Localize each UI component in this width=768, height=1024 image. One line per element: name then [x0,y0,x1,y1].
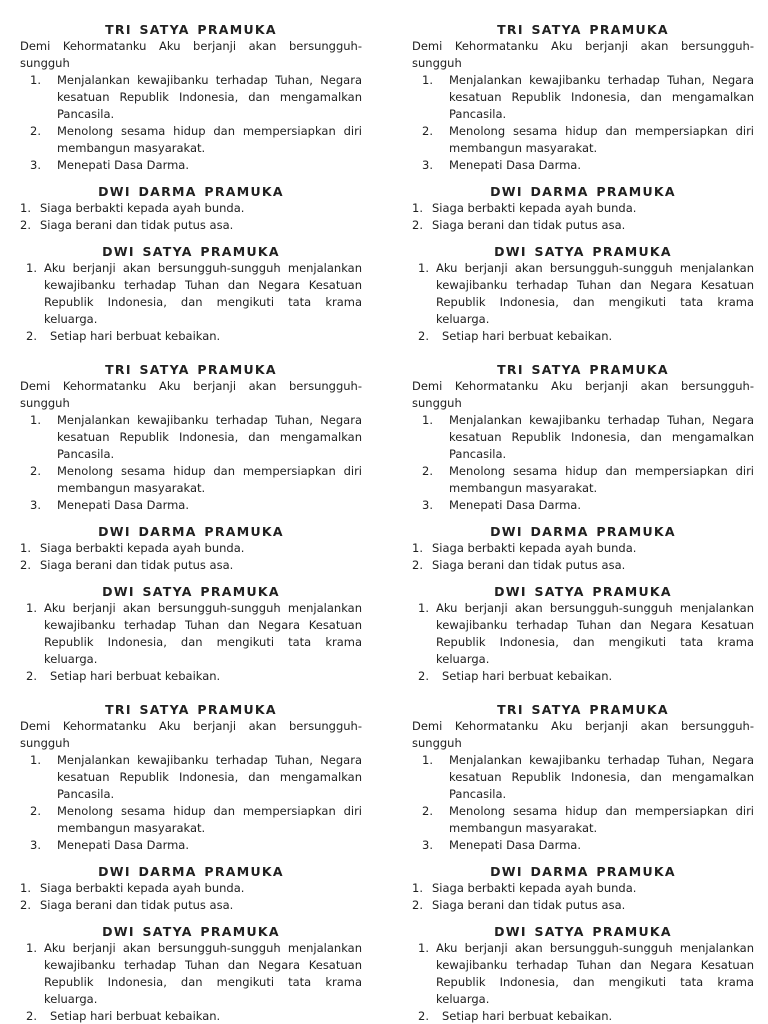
list-item [412,540,754,557]
dwi-darma-list [412,200,754,234]
list-item-number: 1. [26,941,37,955]
list-item-text: Menepati Dasa Darma. [57,158,189,172]
dwi-darma-list [412,880,754,914]
list-item-text: Setiap hari berbuat kebaikan. [442,329,613,343]
list-item-number: 3. [422,838,433,852]
list-item-number: 3. [30,158,41,172]
list-item [20,72,362,123]
list-item-text: Siaga berbakti kepada ayah bunda. [40,201,245,215]
list-item [20,497,362,514]
dwi-satya-title: DWI SATYA PRAMUKA [494,244,672,259]
list-item-text: Menolong sesama hidup dan mempersiapkan diri membangun masyarakat. [57,464,362,495]
list-item-number: 2. [30,464,41,478]
dwi-satya-title: DWI SATYA PRAMUKA [494,584,672,599]
list-item-number: 1. [30,73,41,87]
tri-satya-title: TRI SATYA PRAMUKA [497,22,669,37]
list-item-number: 1. [412,201,423,215]
list-item [20,668,362,685]
dwi-satya-title: DWI SATYA PRAMUKA [494,924,672,939]
tri-satya-title: TRI SATYA PRAMUKA [105,362,277,377]
list-item-text: Aku berjanji akan bersungguh-sungguh menjalankan kewajibanku terhadap Tuhan dan Negara Kesatuan Republik Indonesia, dan mengikuti tata krama keluarga. [44,601,362,666]
list-item-number: 1. [26,601,37,615]
tri-satya-title: TRI SATYA PRAMUKA [105,702,277,717]
list-item-text: Menolong sesama hidup dan mempersiapkan diri membangun masyarakat. [449,804,754,835]
list-item [412,200,754,217]
dwi-darma-title: DWI DARMA PRAMUKA [98,864,284,879]
dwi-darma-title: DWI DARMA PRAMUKA [98,184,284,199]
list-item [20,540,362,557]
list-item [20,217,362,234]
list-item [20,897,362,914]
list-item-text: Menjalankan kewajibanku terhadap Tuhan, Negara kesatuan Republik Indonesia, dan mengamalkan Pancasila. [57,413,362,461]
list-item-number: 2. [20,898,31,912]
list-item-number: 3. [422,498,433,512]
list-item-text: Menepati Dasa Darma. [449,158,581,172]
list-item-text: Menepati Dasa Darma. [449,498,581,512]
list-item-text: Siaga berani dan tidak putus asa. [432,218,626,232]
dwi-satya-list [412,940,754,1024]
pramuka-oath-block [20,701,362,1024]
list-item-number: 1. [20,881,31,895]
tri-satya-list [20,72,362,174]
list-item-text: Setiap hari berbuat kebaikan. [50,669,221,683]
list-item-number: 1. [412,881,423,895]
list-item-text: Siaga berani dan tidak putus asa. [40,898,234,912]
list-item-number: 3. [30,838,41,852]
list-item [412,260,754,328]
pramuka-oath-block [412,361,754,685]
tri-satya-intro: Demi Kehormatanku Aku berjanji akan bersungguh-sungguh [412,39,754,70]
list-item [20,837,362,854]
list-item-text: Menolong sesama hidup dan mempersiapkan diri membangun masyarakat. [449,124,754,155]
left-column [20,21,362,1024]
list-item-number: 2. [418,669,429,683]
list-item-text: Siaga berani dan tidak putus asa. [40,218,234,232]
list-item-text: Menolong sesama hidup dan mempersiapkan diri membangun masyarakat. [57,124,362,155]
list-item-text: Siaga berbakti kepada ayah bunda. [432,201,637,215]
list-item-text: Siaga berbakti kepada ayah bunda. [40,881,245,895]
list-item-text: Menepati Dasa Darma. [449,838,581,852]
tri-satya-list [20,752,362,854]
dwi-darma-list [20,200,362,234]
list-item-number: 2. [422,464,433,478]
list-item [20,803,362,837]
list-item [412,463,754,497]
list-item [412,668,754,685]
list-item-text: Siaga berani dan tidak putus asa. [432,558,626,572]
list-item-number: 1. [422,73,433,87]
dwi-satya-list [412,600,754,685]
list-item [20,200,362,217]
list-item [20,752,362,803]
dwi-satya-title: DWI SATYA PRAMUKA [102,244,280,259]
list-item [412,123,754,157]
tri-satya-title: TRI SATYA PRAMUKA [497,362,669,377]
tri-satya-list [412,752,754,854]
list-item-number: 2. [412,898,423,912]
dwi-darma-title: DWI DARMA PRAMUKA [490,864,676,879]
two-column-layout [20,21,754,1024]
list-item [412,157,754,174]
dwi-satya-list [20,260,362,345]
list-item-number: 2. [412,218,423,232]
list-item-number: 2. [26,669,37,683]
list-item [20,1008,362,1024]
list-item-number: 1. [412,541,423,555]
tri-satya-intro: Demi Kehormatanku Aku berjanji akan bersungguh-sungguh [20,39,362,70]
list-item-number: 2. [412,558,423,572]
list-item [412,412,754,463]
dwi-darma-list [20,880,362,914]
tri-satya-list [20,412,362,514]
list-item [20,328,362,345]
dwi-darma-list [412,540,754,574]
list-item-number: 1. [422,413,433,427]
list-item-text: Aku berjanji akan bersungguh-sungguh menjalankan kewajibanku terhadap Tuhan dan Negara Kesatuan Republik Indonesia, dan mengikuti tata krama keluarga. [436,261,754,326]
list-item [412,72,754,123]
list-item [412,217,754,234]
list-item-text: Aku berjanji akan bersungguh-sungguh menjalankan kewajibanku terhadap Tuhan dan Negara Kesatuan Republik Indonesia, dan mengikuti tata krama keluarga. [436,601,754,666]
list-item-text: Menepati Dasa Darma. [57,498,189,512]
list-item-text: Menjalankan kewajibanku terhadap Tuhan, Negara kesatuan Republik Indonesia, dan mengamalkan Pancasila. [449,413,754,461]
list-item-number: 2. [418,329,429,343]
list-item [412,600,754,668]
list-item-number: 2. [20,218,31,232]
list-item [20,557,362,574]
tri-satya-title: TRI SATYA PRAMUKA [497,702,669,717]
list-item [412,803,754,837]
list-item-number: 2. [418,1009,429,1023]
list-item-text: Menjalankan kewajibanku terhadap Tuhan, Negara kesatuan Republik Indonesia, dan mengamalkan Pancasila. [57,73,362,121]
dwi-satya-title: DWI SATYA PRAMUKA [102,924,280,939]
list-item [20,123,362,157]
list-item [20,463,362,497]
list-item [412,557,754,574]
list-item-text: Menolong sesama hidup dan mempersiapkan diri membangun masyarakat. [449,464,754,495]
tri-satya-intro: Demi Kehormatanku Aku berjanji akan bersungguh-sungguh [20,379,362,410]
list-item [20,412,362,463]
dwi-satya-title: DWI SATYA PRAMUKA [102,584,280,599]
list-item [412,752,754,803]
list-item-number: 2. [20,558,31,572]
list-item-number: 1. [30,413,41,427]
list-item-text: Aku berjanji akan bersungguh-sungguh menjalankan kewajibanku terhadap Tuhan dan Negara Kesatuan Republik Indonesia, dan mengikuti tata krama keluarga. [44,941,362,1006]
list-item-number: 1. [418,941,429,955]
list-item-text: Setiap hari berbuat kebaikan. [50,1009,221,1023]
list-item-number: 1. [20,201,31,215]
list-item-number: 2. [26,1009,37,1023]
tri-satya-intro: Demi Kehormatanku Aku berjanji akan bersungguh-sungguh [412,379,754,410]
list-item-text: Siaga berani dan tidak putus asa. [432,898,626,912]
list-item [412,940,754,1008]
list-item-text: Setiap hari berbuat kebaikan. [442,669,613,683]
pramuka-oath-block [412,21,754,345]
tri-satya-title: TRI SATYA PRAMUKA [105,22,277,37]
list-item [412,328,754,345]
list-item [412,880,754,897]
dwi-darma-title: DWI DARMA PRAMUKA [98,524,284,539]
list-item-text: Aku berjanji akan bersungguh-sungguh menjalankan kewajibanku terhadap Tuhan dan Negara Kesatuan Republik Indonesia, dan mengikuti tata krama keluarga. [436,941,754,1006]
pramuka-oath-block [20,361,362,685]
list-item-text: Siaga berani dan tidak putus asa. [40,558,234,572]
dwi-satya-list [412,260,754,345]
list-item-number: 2. [30,804,41,818]
list-item-text: Aku berjanji akan bersungguh-sungguh menjalankan kewajibanku terhadap Tuhan dan Negara Kesatuan Republik Indonesia, dan mengikuti tata krama keluarga. [44,261,362,326]
pramuka-oath-block [20,21,362,345]
list-item-number: 1. [422,753,433,767]
list-item [20,880,362,897]
list-item-number: 2. [30,124,41,138]
list-item-text: Siaga berbakti kepada ayah bunda. [432,541,637,555]
list-item-number: 2. [26,329,37,343]
list-item [20,940,362,1008]
list-item [20,157,362,174]
list-item-number: 3. [422,158,433,172]
pramuka-oath-block [412,701,754,1024]
tri-satya-intro: Demi Kehormatanku Aku berjanji akan bersungguh-sungguh [20,719,362,750]
list-item-number: 2. [422,124,433,138]
tri-satya-list [412,412,754,514]
list-item-text: Menjalankan kewajibanku terhadap Tuhan, Negara kesatuan Republik Indonesia, dan mengamalkan Pancasila. [449,73,754,121]
right-column [412,21,754,1024]
tri-satya-list [412,72,754,174]
list-item-number: 1. [418,601,429,615]
list-item-number: 2. [422,804,433,818]
dwi-darma-title: DWI DARMA PRAMUKA [490,524,676,539]
list-item-text: Setiap hari berbuat kebaikan. [50,329,221,343]
list-item-number: 3. [30,498,41,512]
list-item [412,1008,754,1024]
list-item-text: Menolong sesama hidup dan mempersiapkan diri membangun masyarakat. [57,804,362,835]
list-item-number: 1. [30,753,41,767]
tri-satya-intro: Demi Kehormatanku Aku berjanji akan bersungguh-sungguh [412,719,754,750]
list-item [20,260,362,328]
list-item-text: Menjalankan kewajibanku terhadap Tuhan, Negara kesatuan Republik Indonesia, dan mengamalkan Pancasila. [449,753,754,801]
list-item-text: Setiap hari berbuat kebaikan. [442,1009,613,1023]
dwi-darma-title: DWI DARMA PRAMUKA [490,184,676,199]
list-item-text: Siaga berbakti kepada ayah bunda. [432,881,637,895]
dwi-darma-list [20,540,362,574]
list-item-number: 1. [20,541,31,555]
dwi-satya-list [20,940,362,1024]
list-item [412,897,754,914]
list-item-text: Menjalankan kewajibanku terhadap Tuhan, Negara kesatuan Republik Indonesia, dan mengamalkan Pancasila. [57,753,362,801]
list-item [412,497,754,514]
list-item-text: Menepati Dasa Darma. [57,838,189,852]
list-item-number: 1. [418,261,429,275]
list-item-text: Siaga berbakti kepada ayah bunda. [40,541,245,555]
list-item-number: 1. [26,261,37,275]
list-item [20,600,362,668]
list-item [412,837,754,854]
dwi-satya-list [20,600,362,685]
